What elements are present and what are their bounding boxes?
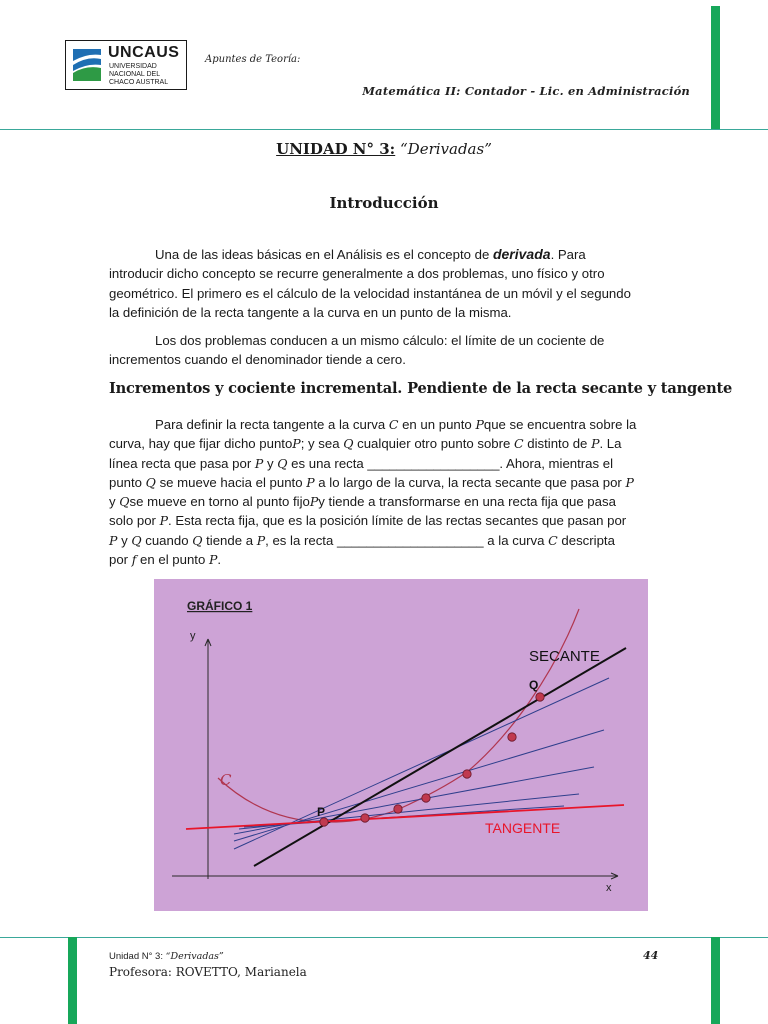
logo-subtitle-line: NACIONAL DEL [109, 70, 161, 78]
secant-label: SECANTE [529, 648, 600, 665]
text-run: y [263, 455, 278, 471]
text-run: Para definir la recta tangente a la curva [155, 417, 389, 432]
text-run: Una de las ideas básicas en el Análisis es el concepto de [155, 247, 493, 262]
header-divider [0, 129, 768, 130]
curve-point [394, 805, 402, 813]
curve-point [463, 770, 471, 778]
figure-title: GRÁFICO 1 [187, 599, 253, 613]
intro-paragraph-1 [109, 245, 637, 322]
text-run: a lo largo de la curva, la recta secante que pasa por [314, 474, 626, 490]
text-run: cuando [141, 532, 193, 548]
point-p [320, 818, 328, 826]
section-paragraph [109, 415, 637, 569]
keyword-derivada: derivada [492, 246, 551, 262]
p-label: P [317, 805, 326, 819]
text-run: y [109, 494, 120, 510]
text-run: cualquier otro punto sobre [353, 436, 515, 452]
math-var: C [388, 417, 399, 432]
unit-number: UNIDAD N° 3: [276, 140, 396, 158]
footer-accent-bar-right [711, 937, 720, 1024]
curve-point [508, 733, 516, 741]
curve-label: C [220, 771, 232, 789]
text-run: se mueve hacia el punto [155, 474, 307, 490]
math-var: Q [119, 494, 130, 510]
university-logo [65, 40, 187, 90]
header-accent-bar [711, 6, 720, 130]
text-run: , es la recta ____________________ a la curva [265, 532, 549, 548]
logo-name: UNCAUS [108, 44, 180, 61]
text-run: Los dos problemas conducen a un mismo cálculo: el límite de un cociente de incrementos cuando el denominador tiende a cero. [109, 333, 605, 368]
section-heading: Incrementos y cociente incremental. Pendiente de la recta secante y tangente [109, 380, 733, 397]
y-axis-label: y [190, 630, 196, 642]
math-var: P [159, 513, 169, 529]
curve-points [320, 693, 544, 826]
footer-unit-number: Unidad N° 3: [109, 951, 166, 962]
graph-figure [154, 579, 648, 911]
text-run: tiende a [202, 532, 257, 548]
math-var: P [292, 436, 301, 452]
text-run: . Para introducir dicho concepto se recurre generalmente a dos problemas, uno físico y otro geométrico. El primero es el cálculo de la velocidad instantánea de un móvil y el segundo la definición de la recta tangente a la curva en un punto de la misma. [109, 247, 631, 320]
footer-accent-bar-left [68, 937, 77, 1024]
math-var: P [309, 494, 319, 510]
footer-divider [0, 937, 768, 938]
text-run: es una recta __________________. Ahora, mientras el punto [109, 455, 614, 490]
text-run: ; y sea [300, 436, 344, 452]
emblem-green-shape [73, 67, 101, 81]
math-var: Q [145, 474, 156, 490]
uncaus-emblem-icon [72, 47, 102, 83]
text-run: se mueve en torno al punto fijo [129, 494, 310, 510]
math-var: P [475, 417, 484, 432]
unit-topic: “Derivadas” [400, 140, 492, 158]
footer-unit-topic: “Derivadas” [165, 951, 224, 962]
math-var: P [306, 474, 315, 490]
text-run: en el punto [136, 552, 209, 568]
math-var: C [514, 436, 524, 452]
math-var: P [591, 436, 600, 452]
x-axis-label: x [606, 882, 612, 894]
notes-label: Apuntes de Teoría: [205, 54, 301, 65]
tangent-label: TANGENTE [485, 820, 561, 836]
curve-point [361, 814, 369, 822]
math-var: Q [131, 532, 142, 548]
q-label: Q [529, 678, 539, 692]
curve-point [422, 794, 430, 802]
page-number: 44 [643, 949, 659, 962]
intro-heading: Introducción [329, 194, 439, 212]
text-run: distinto de [523, 436, 592, 452]
curve-c [218, 609, 579, 822]
math-var: P [109, 532, 118, 548]
unit-title [0, 140, 768, 158]
secant-line [254, 648, 626, 866]
text-run: que se encuentra sobre la curva, hay que fijar dicho punto [109, 417, 637, 452]
math-var: Q [192, 532, 203, 548]
math-var: P [254, 455, 264, 471]
secant-tangent-diagram [154, 579, 648, 911]
text-run: y tiende a transformarse en una recta fija que pasa solo por [109, 494, 616, 529]
course-title: Matemática II: Contador - Lic. en Administración [362, 84, 690, 98]
point-q [536, 693, 544, 701]
footer-teacher: Profesora: ROVETTO, Marianela [109, 965, 307, 979]
math-var: P [208, 552, 218, 568]
math-var: Q [277, 455, 288, 471]
math-var: P [625, 474, 634, 490]
math-var: Q [343, 436, 354, 452]
intro-paragraph-2 [109, 331, 637, 370]
logo-subtitle-line: UNIVERSIDAD [109, 63, 157, 70]
math-var: P [256, 532, 266, 548]
math-var: f [131, 552, 137, 568]
text-run: . [217, 552, 222, 568]
logo-subtitle-line: CHACO AUSTRAL [109, 78, 169, 86]
text-run: . La línea recta que pasa por [109, 436, 622, 471]
text-run: en un punto [398, 417, 476, 432]
text-run: . Esta recta fija, que es la posición límite de las rectas secantes que pasan por [168, 513, 627, 529]
footer-unit [109, 951, 224, 962]
text-run: y [117, 532, 132, 548]
logo-subtitle [109, 63, 168, 86]
math-var: C [548, 532, 558, 548]
text-run: descripta por [109, 532, 615, 568]
